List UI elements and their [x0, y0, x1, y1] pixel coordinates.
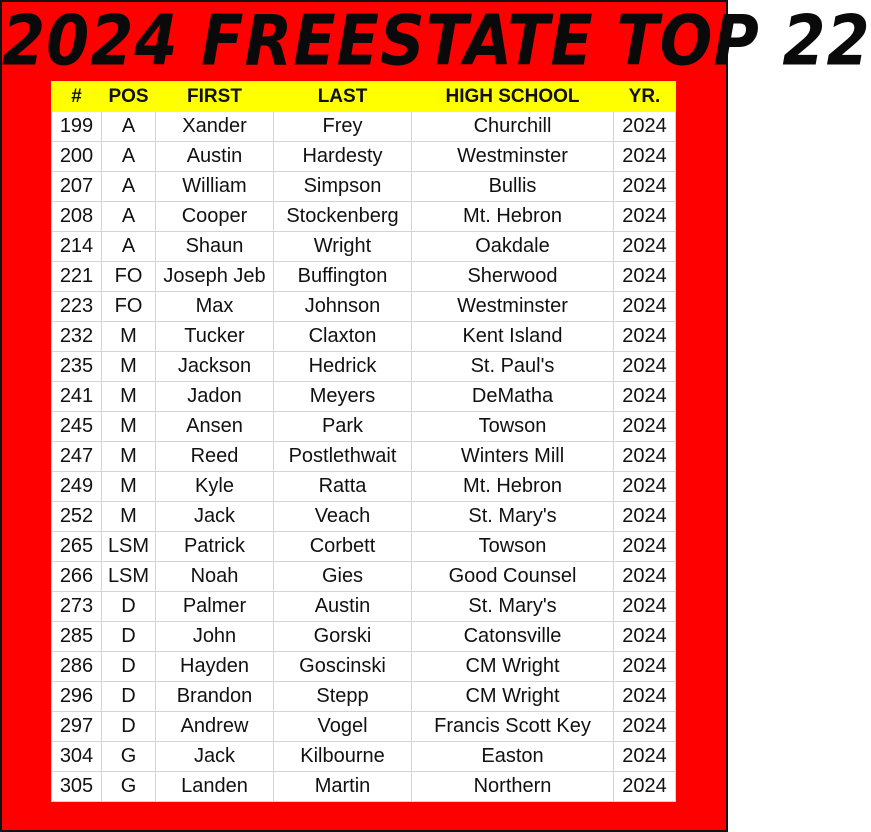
player-first-name: John — [156, 622, 274, 652]
player-last-name: Corbett — [274, 532, 412, 562]
player-high-school: CM Wright — [412, 652, 614, 682]
player-high-school: St. Paul's — [412, 352, 614, 382]
column-header-first: FIRST — [156, 82, 274, 112]
table-row — [52, 202, 676, 232]
player-first-name: Austin — [156, 142, 274, 172]
player-high-school: CM Wright — [412, 682, 614, 712]
table-row — [52, 652, 676, 682]
player-last-name: Claxton — [274, 322, 412, 352]
table-row — [52, 112, 676, 142]
player-position: M — [102, 502, 156, 532]
player-year: 2024 — [614, 712, 676, 742]
player-first-name: Jadon — [156, 382, 274, 412]
player-first-name: Tucker — [156, 322, 274, 352]
player-high-school: St. Mary's — [412, 592, 614, 622]
table-row — [52, 142, 676, 172]
player-year: 2024 — [614, 142, 676, 172]
player-position: A — [102, 112, 156, 142]
player-high-school: Francis Scott Key — [412, 712, 614, 742]
table-row — [52, 172, 676, 202]
player-first-name: Brandon — [156, 682, 274, 712]
column-header-number: # — [52, 82, 102, 112]
player-last-name: Kilbourne — [274, 742, 412, 772]
player-high-school: Winters Mill — [412, 442, 614, 472]
player-high-school: Catonsville — [412, 622, 614, 652]
player-position: G — [102, 772, 156, 802]
table-row — [52, 742, 676, 772]
player-position: D — [102, 592, 156, 622]
player-high-school: Towson — [412, 532, 614, 562]
header-row — [52, 82, 676, 112]
player-high-school: Bullis — [412, 172, 614, 202]
player-year: 2024 — [614, 202, 676, 232]
column-header-position: POS — [102, 82, 156, 112]
player-last-name: Austin — [274, 592, 412, 622]
player-first-name: Jack — [156, 742, 274, 772]
player-last-name: Stepp — [274, 682, 412, 712]
player-high-school: Oakdale — [412, 232, 614, 262]
player-last-name: Buffington — [274, 262, 412, 292]
column-header-year: YR. — [614, 82, 676, 112]
player-last-name: Gies — [274, 562, 412, 592]
player-number: 207 — [52, 172, 102, 202]
player-number: 247 — [52, 442, 102, 472]
player-first-name: Noah — [156, 562, 274, 592]
player-last-name: Vogel — [274, 712, 412, 742]
player-position: LSM — [102, 562, 156, 592]
player-first-name: Reed — [156, 442, 274, 472]
table-row — [52, 412, 676, 442]
player-first-name: Joseph Jeb — [156, 262, 274, 292]
player-high-school: Churchill — [412, 112, 614, 142]
player-number: 305 — [52, 772, 102, 802]
player-position: LSM — [102, 532, 156, 562]
player-last-name: Goscinski — [274, 652, 412, 682]
player-number: 241 — [52, 382, 102, 412]
player-first-name: Cooper — [156, 202, 274, 232]
player-number: 208 — [52, 202, 102, 232]
player-number: 200 — [52, 142, 102, 172]
player-position: A — [102, 142, 156, 172]
player-first-name: Palmer — [156, 592, 274, 622]
table-row — [52, 442, 676, 472]
player-high-school: Northern — [412, 772, 614, 802]
player-number: 297 — [52, 712, 102, 742]
player-last-name: Ratta — [274, 472, 412, 502]
player-year: 2024 — [614, 412, 676, 442]
table-row — [52, 712, 676, 742]
player-first-name: Shaun — [156, 232, 274, 262]
player-high-school: DeMatha — [412, 382, 614, 412]
player-number: 232 — [52, 322, 102, 352]
player-year: 2024 — [614, 532, 676, 562]
column-header-high-school: HIGH SCHOOL — [412, 82, 614, 112]
player-year: 2024 — [614, 382, 676, 412]
table-row — [52, 562, 676, 592]
player-number: 285 — [52, 622, 102, 652]
player-number: 266 — [52, 562, 102, 592]
player-last-name: Hedrick — [274, 352, 412, 382]
table-row — [52, 382, 676, 412]
poster-title: 2024 FREESTATE TOP 22 — [2, 0, 871, 82]
player-year: 2024 — [614, 262, 676, 292]
player-year: 2024 — [614, 682, 676, 712]
player-high-school: Sherwood — [412, 262, 614, 292]
player-number: 273 — [52, 592, 102, 622]
player-last-name: Frey — [274, 112, 412, 142]
roster-body — [52, 112, 676, 802]
player-first-name: Max — [156, 292, 274, 322]
table-row — [52, 472, 676, 502]
player-year: 2024 — [614, 352, 676, 382]
player-high-school: St. Mary's — [412, 502, 614, 532]
player-number: 245 — [52, 412, 102, 442]
player-high-school: Westminster — [412, 292, 614, 322]
player-position: M — [102, 442, 156, 472]
player-year: 2024 — [614, 112, 676, 142]
player-year: 2024 — [614, 562, 676, 592]
player-year: 2024 — [614, 622, 676, 652]
player-last-name: Stockenberg — [274, 202, 412, 232]
table-row — [52, 322, 676, 352]
player-last-name: Hardesty — [274, 142, 412, 172]
player-position: A — [102, 232, 156, 262]
player-year: 2024 — [614, 172, 676, 202]
player-number: 199 — [52, 112, 102, 142]
table-row — [52, 352, 676, 382]
player-number: 221 — [52, 262, 102, 292]
player-number: 304 — [52, 742, 102, 772]
player-first-name: Patrick — [156, 532, 274, 562]
player-year: 2024 — [614, 442, 676, 472]
player-first-name: Andrew — [156, 712, 274, 742]
player-position: FO — [102, 262, 156, 292]
player-high-school: Good Counsel — [412, 562, 614, 592]
player-first-name: William — [156, 172, 274, 202]
table-row — [52, 292, 676, 322]
player-number: 214 — [52, 232, 102, 262]
player-last-name: Veach — [274, 502, 412, 532]
player-position: M — [102, 352, 156, 382]
player-high-school: Mt. Hebron — [412, 472, 614, 502]
player-position: D — [102, 682, 156, 712]
player-position: M — [102, 322, 156, 352]
player-number: 249 — [52, 472, 102, 502]
table-row — [52, 232, 676, 262]
player-high-school: Westminster — [412, 142, 614, 172]
player-number: 252 — [52, 502, 102, 532]
player-first-name: Kyle — [156, 472, 274, 502]
player-position: FO — [102, 292, 156, 322]
player-high-school: Kent Island — [412, 322, 614, 352]
player-first-name: Xander — [156, 112, 274, 142]
player-year: 2024 — [614, 502, 676, 532]
player-position: M — [102, 472, 156, 502]
table-row — [52, 262, 676, 292]
player-position: D — [102, 622, 156, 652]
player-first-name: Ansen — [156, 412, 274, 442]
player-first-name: Jackson — [156, 352, 274, 382]
table-row — [52, 592, 676, 622]
column-header-last: LAST — [274, 82, 412, 112]
table-row — [52, 622, 676, 652]
roster-table — [51, 81, 676, 802]
player-number: 296 — [52, 682, 102, 712]
player-last-name: Postlethwait — [274, 442, 412, 472]
player-position: M — [102, 382, 156, 412]
player-year: 2024 — [614, 292, 676, 322]
player-position: G — [102, 742, 156, 772]
player-position: M — [102, 412, 156, 442]
player-year: 2024 — [614, 742, 676, 772]
player-high-school: Mt. Hebron — [412, 202, 614, 232]
player-position: A — [102, 172, 156, 202]
player-last-name: Gorski — [274, 622, 412, 652]
table-row — [52, 502, 676, 532]
player-number: 235 — [52, 352, 102, 382]
player-year: 2024 — [614, 232, 676, 262]
player-number: 286 — [52, 652, 102, 682]
player-last-name: Martin — [274, 772, 412, 802]
table-row — [52, 772, 676, 802]
player-number: 265 — [52, 532, 102, 562]
player-last-name: Simpson — [274, 172, 412, 202]
player-first-name: Landen — [156, 772, 274, 802]
player-last-name: Wright — [274, 232, 412, 262]
player-year: 2024 — [614, 322, 676, 352]
player-first-name: Hayden — [156, 652, 274, 682]
table-row — [52, 532, 676, 562]
player-first-name: Jack — [156, 502, 274, 532]
player-high-school: Easton — [412, 742, 614, 772]
player-position: A — [102, 202, 156, 232]
table-row — [52, 682, 676, 712]
player-last-name: Park — [274, 412, 412, 442]
player-high-school: Towson — [412, 412, 614, 442]
player-last-name: Meyers — [274, 382, 412, 412]
player-position: D — [102, 712, 156, 742]
player-year: 2024 — [614, 652, 676, 682]
player-year: 2024 — [614, 472, 676, 502]
player-number: 223 — [52, 292, 102, 322]
player-year: 2024 — [614, 772, 676, 802]
player-last-name: Johnson — [274, 292, 412, 322]
player-year: 2024 — [614, 592, 676, 622]
player-position: D — [102, 652, 156, 682]
